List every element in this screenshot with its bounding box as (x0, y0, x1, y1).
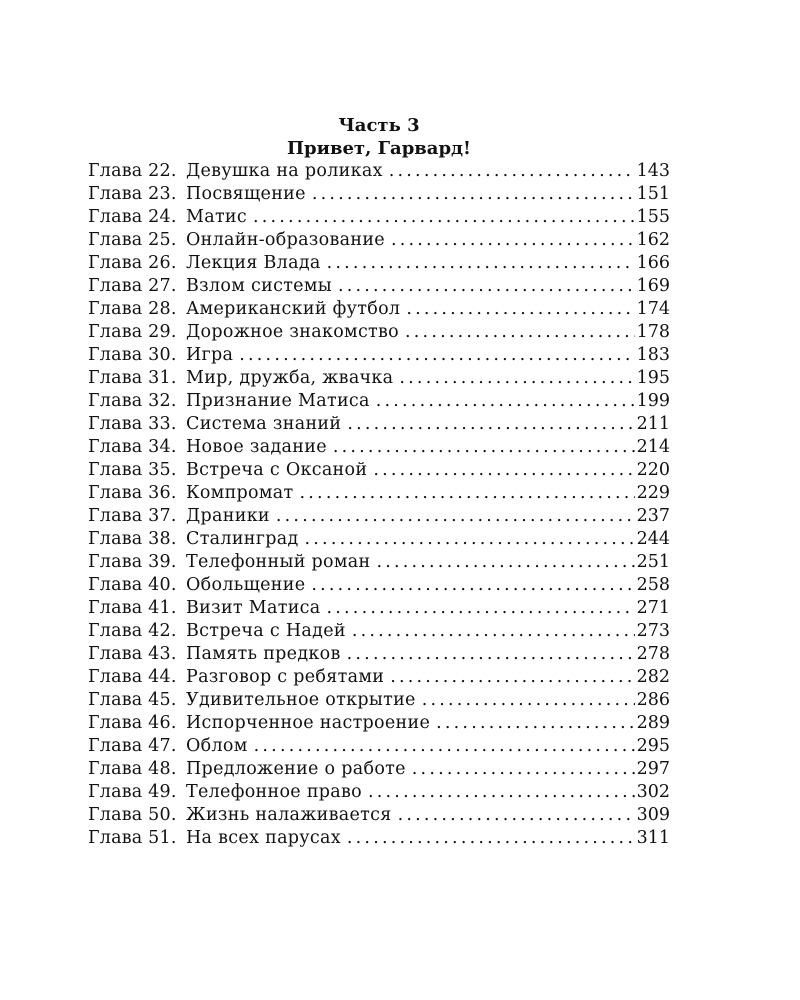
chapter-page-number: 295 (636, 736, 670, 756)
chapter-page-number: 278 (636, 644, 670, 664)
chapter-title: Система знаний (186, 414, 342, 434)
toc-entry (88, 298, 670, 321)
dot-leader (347, 643, 635, 666)
dot-leader (373, 459, 634, 482)
dot-leader (352, 620, 635, 643)
toc-entry (88, 643, 670, 666)
chapter-title: Разговор с ребятами (186, 667, 385, 687)
chapter-page-number: 282 (636, 667, 670, 687)
chapter-label: Глава 36. (88, 483, 177, 503)
chapter-title: Драники (186, 506, 270, 526)
chapter-page-number: 220 (636, 460, 670, 480)
chapter-label: Глава 26. (88, 253, 177, 273)
toc-entry (88, 482, 670, 505)
chapter-page-number: 309 (636, 805, 670, 825)
part-title-heading: Привет, Гарвард! (287, 138, 471, 159)
chapter-page-number: 297 (636, 759, 670, 779)
chapter-label: Глава 49. (88, 782, 177, 802)
chapter-label: Глава 34. (88, 437, 177, 457)
chapter-page-number: 251 (636, 552, 670, 572)
toc-entry (88, 436, 670, 459)
chapter-page-number: 302 (636, 782, 670, 802)
chapter-page-number: 166 (636, 253, 670, 273)
chapter-page-number: 169 (636, 276, 670, 296)
chapter-title: Американский футбол (186, 299, 401, 319)
chapter-label: Глава 50. (88, 805, 177, 825)
dot-leader (405, 321, 635, 344)
toc-entry (88, 505, 670, 528)
dot-leader (347, 827, 635, 850)
toc-entry (88, 229, 670, 252)
toc-entry (88, 183, 670, 206)
chapter-title: Визит Матиса (186, 598, 321, 618)
dot-leader (376, 390, 635, 413)
toc-entry (88, 275, 670, 298)
chapter-label: Глава 43. (88, 644, 177, 664)
chapter-title: Встреча с Оксаной (186, 460, 368, 480)
chapter-page-number: 151 (636, 184, 670, 204)
dot-leader (239, 344, 634, 367)
chapter-label: Глава 42. (88, 621, 177, 641)
chapter-title: Испорченное настроение (186, 713, 431, 733)
chapter-title: Онлайн-образование (186, 230, 385, 250)
dot-leader (399, 367, 634, 390)
dot-leader (276, 505, 635, 528)
chapter-label: Глава 37. (88, 506, 177, 526)
dot-leader (422, 689, 635, 712)
chapter-title: Встреча с Надей (186, 621, 346, 641)
chapter-title: Девушка на роликах (186, 161, 383, 181)
chapter-title: Посвящение (186, 184, 306, 204)
dot-leader (327, 252, 635, 275)
dot-leader (436, 712, 634, 735)
chapter-title: Облом (186, 736, 248, 756)
dot-leader (338, 275, 635, 298)
toc-entry (88, 666, 670, 689)
chapter-label: Глава 25. (88, 230, 177, 250)
toc-entry (88, 367, 670, 390)
chapter-page-number: 271 (636, 598, 670, 618)
chapter-label: Глава 27. (88, 276, 177, 296)
toc-entry (88, 712, 670, 735)
chapter-label: Глава 41. (88, 598, 177, 618)
dot-leader (390, 666, 634, 689)
dot-leader (398, 804, 635, 827)
chapter-label: Глава 29. (88, 322, 177, 342)
dot-leader (368, 781, 635, 804)
chapter-page-number: 258 (636, 575, 670, 595)
chapter-title: Предложение о работе (186, 759, 406, 779)
chapter-title: Компромат (186, 483, 294, 503)
chapter-title: Матис (186, 207, 247, 227)
chapter-page-number: 174 (636, 299, 670, 319)
dot-leader (347, 413, 634, 436)
chapter-page-number: 143 (636, 161, 670, 181)
table-of-contents-page (88, 114, 670, 866)
chapter-label: Глава 47. (88, 736, 177, 756)
dot-leader (312, 183, 635, 206)
chapter-label: Глава 40. (88, 575, 177, 595)
chapter-label: Глава 32. (88, 391, 177, 411)
toc-entry (88, 597, 670, 620)
chapter-title: Игра (186, 345, 234, 365)
chapter-label: Глава 44. (88, 667, 177, 687)
toc-entry (88, 758, 670, 781)
chapter-title: Новое задание (186, 437, 327, 457)
toc-entry (88, 620, 670, 643)
chapter-page-number: 311 (636, 828, 670, 848)
dot-leader (327, 597, 635, 620)
toc-entry (88, 344, 670, 367)
chapter-title: Признание Матиса (186, 391, 370, 411)
chapter-label: Глава 48. (88, 759, 177, 779)
chapter-title: Телефонное право (186, 782, 363, 802)
chapter-label: Глава 22. (88, 161, 177, 181)
toc-entry (88, 735, 670, 758)
chapter-page-number: 155 (636, 207, 670, 227)
toc-entry (88, 804, 670, 827)
chapter-label: Глава 31. (88, 368, 177, 388)
chapter-title: Взлом системы (186, 276, 332, 296)
chapter-label: Глава 23. (88, 184, 177, 204)
chapter-page-number: 289 (636, 713, 670, 733)
toc-entry (88, 459, 670, 482)
toc-entry (88, 206, 670, 229)
part-number-heading: Часть 3 (338, 115, 420, 136)
chapter-title: Дорожное знакомство (186, 322, 400, 342)
chapter-page-number: 178 (636, 322, 670, 342)
toc-entry (88, 390, 670, 413)
chapter-page-number: 195 (636, 368, 670, 388)
chapter-label: Глава 24. (88, 207, 177, 227)
chapter-page-number: 214 (636, 437, 670, 457)
chapter-title: Мир, дружба, жвачка (186, 368, 394, 388)
toc-entry (88, 827, 670, 850)
chapter-label: Глава 51. (88, 828, 177, 848)
chapter-label: Глава 30. (88, 345, 177, 365)
dot-leader (376, 551, 634, 574)
dot-leader (311, 574, 634, 597)
toc-entry (88, 574, 670, 597)
chapter-title: Телефонный роман (186, 552, 371, 572)
chapter-title: Сталинград (186, 529, 299, 549)
chapter-title: Лекция Влада (186, 253, 321, 273)
chapter-page-number: 244 (636, 529, 670, 549)
chapter-label: Глава 28. (88, 299, 177, 319)
chapter-page-number: 162 (636, 230, 670, 250)
toc-entry (88, 252, 670, 275)
chapter-label: Глава 45. (88, 690, 177, 710)
chapter-title: Обольщение (186, 575, 306, 595)
chapter-title: Удивительное открытие (186, 690, 416, 710)
dot-leader (406, 298, 634, 321)
toc-entry (88, 528, 670, 551)
chapter-title: Жизнь налаживается (186, 805, 392, 825)
chapter-page-number: 273 (636, 621, 670, 641)
dot-leader (300, 482, 635, 505)
chapter-label: Глава 33. (88, 414, 177, 434)
toc-entry (88, 689, 670, 712)
chapter-page-number: 286 (636, 690, 670, 710)
toc-entry (88, 413, 670, 436)
chapter-title: На всех парусах (186, 828, 341, 848)
dot-leader (254, 735, 635, 758)
chapter-list (88, 160, 670, 850)
chapter-page-number: 211 (636, 414, 670, 434)
dot-leader (389, 160, 635, 183)
chapter-page-number: 183 (636, 345, 670, 365)
dot-leader (412, 758, 635, 781)
chapter-label: Глава 46. (88, 713, 177, 733)
dot-leader (391, 229, 635, 252)
chapter-label: Глава 39. (88, 552, 177, 572)
dot-leader (305, 528, 635, 551)
toc-entry (88, 160, 670, 183)
toc-entry (88, 781, 670, 804)
chapter-label: Глава 35. (88, 460, 177, 480)
chapter-title: Память предков (186, 644, 341, 664)
chapter-label: Глава 38. (88, 529, 177, 549)
dot-leader (333, 436, 635, 459)
dot-leader (253, 206, 635, 229)
chapter-page-number: 237 (636, 506, 670, 526)
chapter-page-number: 199 (636, 391, 670, 411)
chapter-page-number: 229 (636, 483, 670, 503)
toc-entry (88, 551, 670, 574)
toc-entry (88, 321, 670, 344)
